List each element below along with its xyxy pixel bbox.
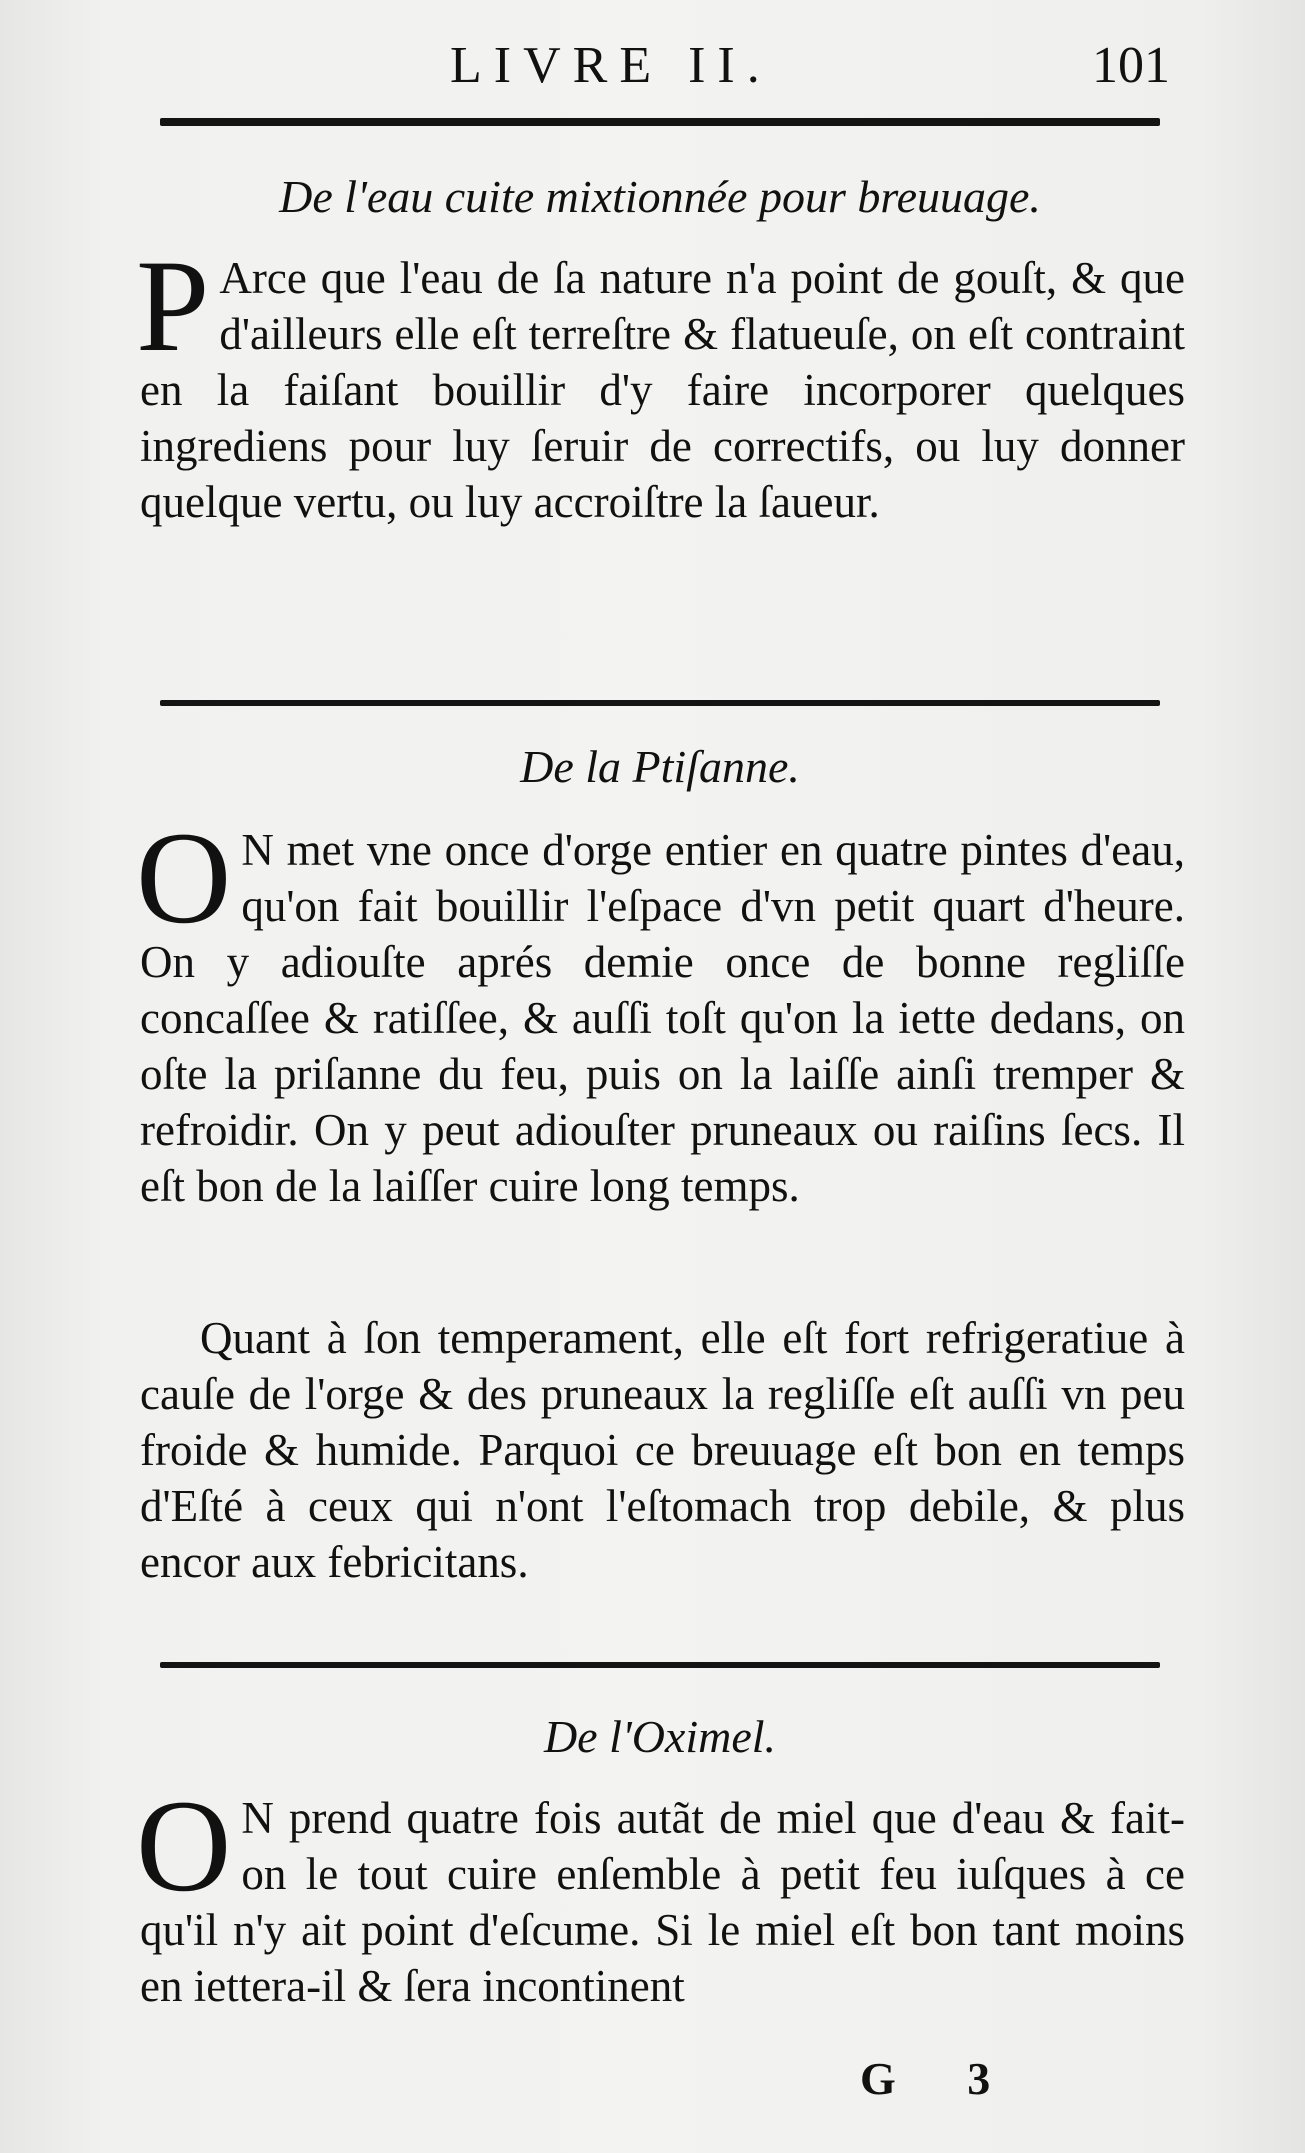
header-rule: [160, 118, 1160, 126]
paragraph-eau-cuite: [136, 232, 1185, 530]
paragraph-text: N met vne once d'orge entier en quatre pintes d'eau, qu'on fait bouillir l'eſpace d'vn petit quart d'heure. On y adiouſte aprés demie once de bonne regliſſe concaſſee & ratiſſee, & auſſi toſt qu'on la iette dedans, on oſte la priſanne du feu, puis on la laiſſe ainſi tremper & refroidir. On y peut adiouſter pruneaux ou raiſins ſecs. Il eſt bon de la laiſſer cuire long temps.: [140, 825, 1185, 1211]
section-divider: [160, 1662, 1160, 1668]
paragraph-oximel: [136, 1772, 1185, 2014]
section-title-oximel: De l'Oximel.: [543, 1711, 777, 1762]
signature-mark: G 3: [860, 2053, 1021, 2104]
running-title: LIVRE II.: [450, 37, 772, 94]
drop-cap: O: [136, 804, 232, 951]
section-divider: [160, 700, 1160, 706]
section-title-eau-cuite: De l'eau cuite mixtionnée pour breuuage.: [279, 171, 1041, 222]
drop-cap: O: [136, 1772, 232, 1919]
drop-cap: P: [136, 232, 210, 379]
paragraph-ptisanne-recipe: [136, 804, 1185, 1214]
section-title-ptisanne: De la Ptiſanne.: [520, 741, 800, 792]
page-header: [160, 36, 1170, 106]
paragraph-ptisanne-temperament: Quant à ſon temperament, elle eſt fort refrigeratiue à cauſe de l'orge & des pruneaux la regliſſe eſt auſſi vn peu froide & humide. Parquoi ce breuuage eſt bon en temps d'Eſté à ceux qui n'ont l'eſtomach trop debile, & plus encor aux febricitans.: [140, 1313, 1185, 1587]
page-number: 101: [1092, 37, 1170, 94]
paragraph-text: Arce que l'eau de ſa nature n'a point de gouſt, & que d'ailleurs elle eſt terreſtre & flatueuſe, on eſt contraint en la faiſant bouillir d'y faire incorporer quelques ingrediens pour luy ſeruir de correctifs, ou luy donner quelque vertu, ou luy accroiſtre la ſaueur.: [140, 253, 1185, 527]
paragraph-text: N prend quatre fois autãt de miel que d'eau & fait-on le tout cuire enſemble à petit feu iuſques à ce qu'il n'y ait point d'eſcume. Si le miel eſt bon tant moins en iettera-il & ſera incontinent: [140, 1793, 1185, 2011]
